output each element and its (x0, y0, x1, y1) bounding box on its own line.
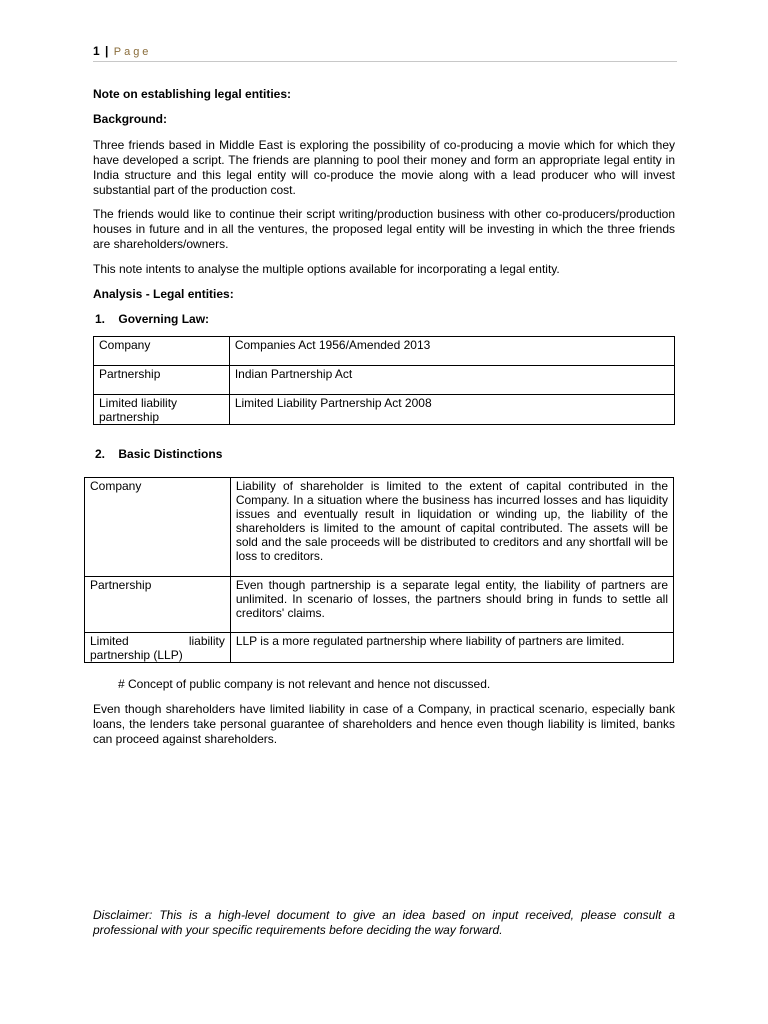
page-header (93, 44, 677, 62)
page-number: 1 (93, 44, 100, 58)
liability-paragraph: Even though shareholders have limited liability in case of a Company, in practical scenario, especially bank loans, the lenders take personal guarantee of shareholders and hence even though liability is limited, banks can proceed against shareholders. (93, 702, 675, 746)
description-cell: LLP is a more regulated partnership where liability of partners are limited. (230, 633, 673, 663)
background-paragraph-1: Three friends based in Middle East is exploring the possibility of co-producing a movie which for which they have developed a script. The friends are planning to pool their money and form an appropriate legal entity in India structure and this legal entity will co-produce the movie along with a lead producer who will invest substantial part of the production cost. (93, 138, 675, 197)
page-separator: | (105, 44, 109, 58)
description-cell: Even though partnership is a separate legal entity, the liability of partners are unlimited. In scenario of losses, the partners should bring in funds to settle all creditors' claims. (230, 577, 673, 633)
entity-cell: Limited liability partnership (94, 395, 230, 425)
document-title: Note on establishing legal entities: (93, 87, 292, 101)
section-2-title: Basic Distinctions (118, 447, 223, 461)
section-1-heading (95, 312, 677, 326)
governing-law-table (93, 336, 675, 425)
entity-cell: Partnership (94, 366, 230, 395)
entity-cell: Limited liability partnership (LLP) (85, 633, 231, 663)
section-2-heading (95, 447, 677, 461)
table-row (85, 633, 674, 663)
background-paragraph-3: This note intents to analyse the multiple options available for incorporating a legal entity. (93, 262, 560, 276)
disclaimer: Disclaimer: This is a high-level document to give an idea based on input received, please consult a professional with your specific requirements before deciding the way forward. (93, 908, 675, 937)
background-paragraph-2: The friends would like to continue their script writing/production business with other co-producers/production houses in future and in all the ventures, the proposed legal entity will be investing in which the three friends are shareholders/owners. (93, 207, 675, 251)
table-row (85, 577, 674, 633)
public-company-note: # Concept of public company is not relevant and hence not discussed. (118, 677, 491, 691)
section-2-number: 2. (95, 447, 106, 461)
section-1-number: 1. (95, 312, 106, 326)
entity-cell: Company (85, 478, 231, 577)
description-cell: Liability of shareholder is limited to the extent of capital contributed in the Company. In a situation where the business has incurred losses and has liquidity issues and eventually result in liquidation or winding up, the liability of the shareholders is limited to the amount of capital contributed. The assets will be sold and the sale proceeds will be distributed to creditors and any shortfall will be loss to creditors. (230, 478, 673, 577)
table-row (94, 395, 675, 425)
law-cell: Limited Liability Partnership Act 2008 (229, 395, 674, 425)
basic-distinctions-table (84, 477, 674, 663)
law-cell: Companies Act 1956/Amended 2013 (229, 337, 674, 366)
table-row (94, 337, 675, 366)
entity-cell: Partnership (85, 577, 231, 633)
page-label: Page (113, 46, 152, 58)
table-row (94, 366, 675, 395)
section-1-title: Governing Law: (118, 312, 210, 326)
table-row (85, 478, 674, 577)
analysis-heading: Analysis - Legal entities: (93, 287, 234, 301)
law-cell: Indian Partnership Act (229, 366, 674, 395)
background-heading: Background: (93, 112, 168, 126)
entity-cell: Company (94, 337, 230, 366)
